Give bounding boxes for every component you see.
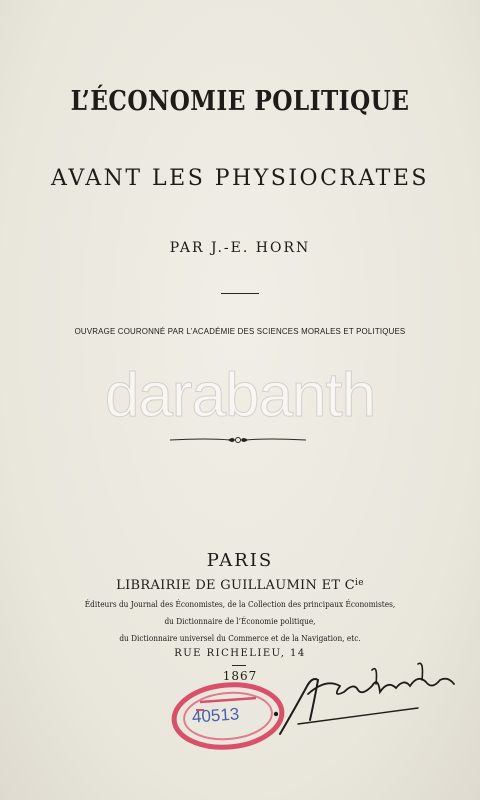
book-title: L’ÉCONOMIE POLITIQUE (70, 86, 410, 117)
author-line: PAR J.-E. HORN (169, 240, 311, 256)
stamp-number: 40513 (191, 704, 240, 727)
publisher-name-text: LIBRAIRIE DE GUILLAUMIN ET C (116, 578, 356, 593)
year-rule (232, 665, 246, 666)
publisher-line-2: du Dictionnaire de l’Économie politique, (164, 616, 316, 626)
publication-year: 1867 (222, 669, 258, 683)
publisher-line-3: du Dictionnaire universel du Commerce et de la Navigation, etc. (119, 633, 361, 643)
publisher-line-1: Éditeurs du Journal des Économistes, de la Collection des principaux Économistes, (84, 599, 396, 609)
divider-rule (221, 293, 259, 294)
distinction-line: OUVRAGE COURONNÉ PAR L’ACADÉMIE DES SCIENCES MORALES ET POLITIQUES (74, 326, 406, 336)
imprint-city: PARIS (206, 550, 274, 571)
book-subtitle: AVANT LES PHYSIOCRATES (51, 166, 429, 191)
handwritten-signature (268, 650, 468, 740)
watermark: darabanth (104, 361, 376, 430)
ornament-divider (168, 433, 308, 447)
publisher-address: RUE RICHELIEU, 14 (174, 648, 306, 659)
publisher-suffix: ie (355, 578, 364, 588)
publisher-name (0, 578, 480, 593)
